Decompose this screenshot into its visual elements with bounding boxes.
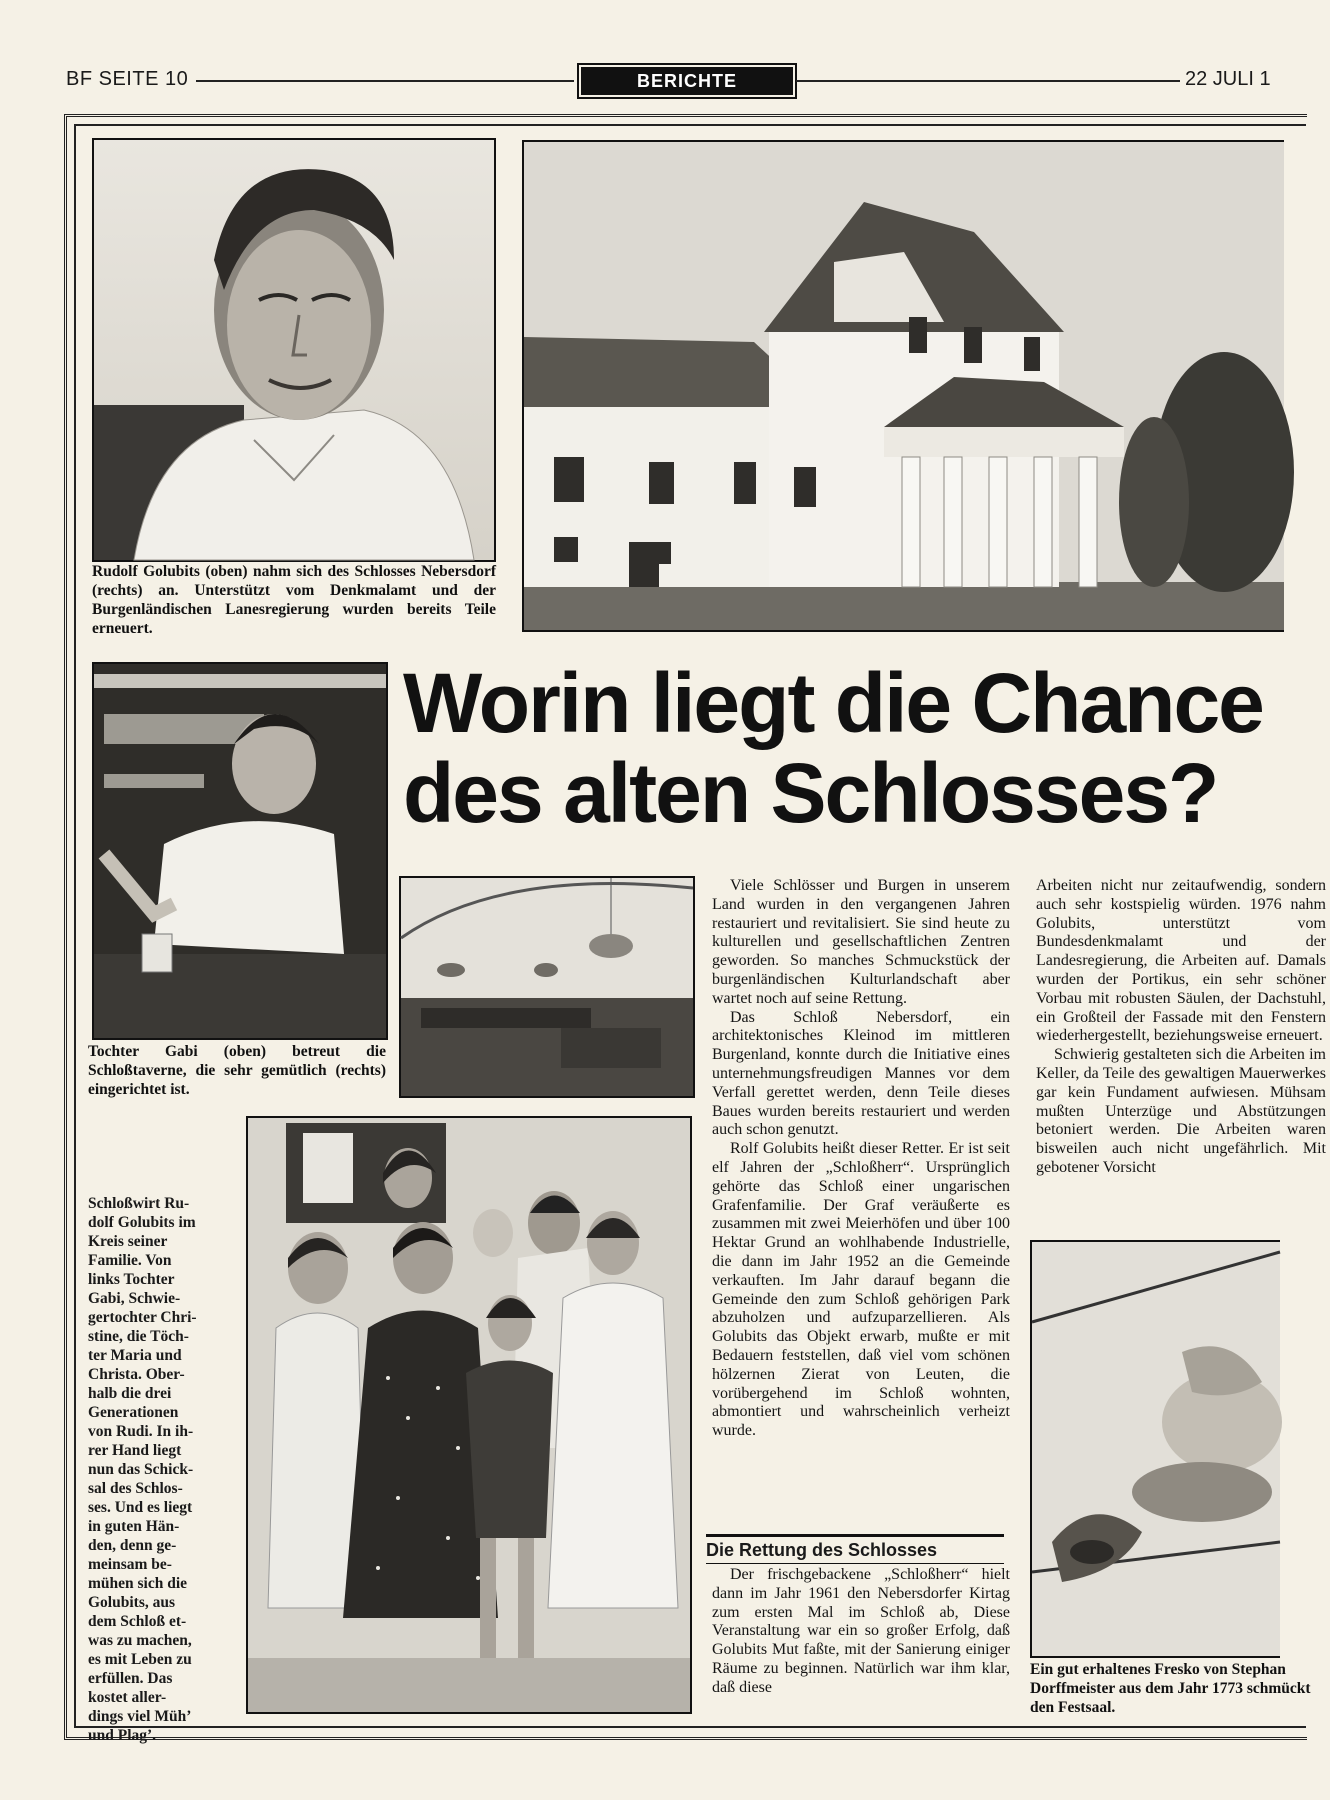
family-caption-line: und Plag’. (88, 1727, 157, 1744)
family-caption-line: kostet aller- (88, 1689, 167, 1706)
family-caption-line: stine, die Töch- (88, 1328, 189, 1345)
article-column-2 (1036, 877, 1326, 1178)
family-caption-line: in guten Hän- (88, 1518, 180, 1535)
family-caption-line: es mit Leben zu (88, 1651, 192, 1668)
portrait-caption: Rudolf Golubits (oben) nahm sich des Schlosses Nebersdorf (rechts) an. Unterstützt vom Denkmalamt und der Burgenländischen Lanesregierung wurden bereits Teile erneuert. (92, 563, 496, 637)
family-caption (88, 1194, 224, 1745)
headline-line-2: des alten Schlosses? (403, 746, 1218, 840)
bar-photo (92, 662, 388, 1040)
family-caption-line: sal des Schlos- (88, 1480, 183, 1497)
tavern-photo (399, 876, 695, 1098)
fresco-photo (1030, 1240, 1280, 1658)
family-caption-line: Golubits, aus (88, 1594, 176, 1611)
family-caption-line: erfüllen. Das (88, 1670, 173, 1687)
header-rule-right (796, 80, 1180, 82)
article-paragraph-5: Arbeiten nicht nur zeitaufwendig, sondern auch sehr kostspielig würden. 1976 nahm Golubits, unterstützt vom Bundesdenkmalamt und der Landesregierung, die Arbeiten auf. Damals wurden der Portikus, ein sehr schöner Vorbau mit robusten Säulen, der Dachstuhl, ein Großteil der Fassade mit den Fenstern wiederhergestellt, beziehungsweise erneuert. (1036, 877, 1326, 1045)
issue-date: 22 JULI 1 (1185, 68, 1271, 90)
family-caption-line: was zu machen, (88, 1632, 192, 1649)
bar-caption: Tochter Gabi (oben) betreut die Schloßtaverne, die sehr gemütlich (rechts) eingerichtet ist. (88, 1043, 386, 1098)
family-caption-line: Kreis seiner (88, 1233, 168, 1250)
article-column-1b (712, 1566, 1010, 1698)
family-caption-line: meinsam be- (88, 1556, 172, 1573)
family-caption-line: Gabi, Schwie- (88, 1290, 181, 1307)
page-number: BF SEITE 10 (66, 68, 189, 90)
family-photo (246, 1116, 692, 1714)
family-caption-line: dolf Golubits im (88, 1214, 196, 1231)
family-caption-line: dings viel Müh’ (88, 1708, 192, 1725)
article-paragraph-3: Rolf Golubits heißt dieser Retter. Er ist seit elf Jahren der „Schloßherr“. Ursprünglich gehörte das Schloß einer ungarischen Grafenfamilie. Der Graf veräußerte es zusammen mit zwei Meierhöfen und über 100 Hektar Grund an wohlhabende Industrielle, die dann im Jahr 1952 an die Gemeinde verkauften. Im Jahr darauf begann die Gemeinde den zum Schloß gehörigen Park abzuholzen und aufzuparzellieren. Als Golubits das Objekt erwarb, mußte er mit Bedauern feststellen, daß viel vom schönen hölzernen Zierat von Leuten, die vorübergehend im Schloß wohnten, abmontiert und wahrscheinlich verheizt wurde. (712, 1140, 1010, 1440)
headline-line-1: Worin liegt die Chance (403, 656, 1263, 750)
family-caption-line: gertochter Chri- (88, 1309, 197, 1326)
family-caption-line: ter Maria und (88, 1347, 182, 1364)
portrait-photo (92, 138, 496, 562)
family-caption-line: ses. Und es liegt (88, 1499, 193, 1516)
family-caption-line: mühen sich die (88, 1575, 188, 1592)
family-caption-line: von Rudi. In ih- (88, 1423, 194, 1440)
subheading: Die Rettung des Schlosses (706, 1534, 1004, 1564)
castle-photo (522, 140, 1284, 632)
family-caption-line: Generationen (88, 1404, 179, 1421)
family-caption-line: Christa. Ober- (88, 1366, 185, 1383)
article-column-2-clip (1036, 877, 1326, 1241)
article-paragraph-1: Viele Schlösser und Burgen in unserem Land wurden in den vergangenen Jahren restauriert und revitalisiert. Sie sind heute zu kulturellen und gesellschaftlichen Zentren geworden. So manches Schmuckstück der burgenländischen Kulturlandschaft aber wartet noch auf seine Rettung. (712, 877, 1010, 1007)
section-label: BERICHTE (577, 63, 797, 99)
article-column-1 (712, 877, 1010, 1441)
family-caption-line: Schloßwirt Ru- (88, 1195, 190, 1212)
article-paragraph-6: Schwierig gestalteten sich die Arbeiten im Keller, da Teile des gewaltigen Mauerwerkes gar kein Fundament aufwiesen. Mühsam mußten Unterzüge und Abstützungen betoniert werden. Die Arbeiten waren bisweilen auch nicht ungefährlich. Mit gebotener Vorsicht (1036, 1046, 1326, 1176)
family-caption-line: dem Schloß et- (88, 1613, 187, 1630)
family-caption-line: rer Hand liegt (88, 1442, 182, 1459)
family-caption-line: Familie. Von (88, 1252, 172, 1269)
article-paragraph-4: Der frischgebackene „Schloßherr“ hielt dann im Jahr 1961 den Nebersdorfer Kirtag zum ersten Mal im Schloß ab, Diese Veranstaltung war ein so großer Erfolg, daß Golubits Mut faßte, mit der Sanierung einiger Räume zu beginnen. Natürlich war ihm klar, daß diese (712, 1566, 1010, 1696)
family-caption-line: links Tochter (88, 1271, 175, 1288)
family-caption-line: halb die drei (88, 1385, 172, 1402)
family-caption-line: den, denn ge- (88, 1537, 177, 1554)
family-caption-line: nun das Schick- (88, 1461, 194, 1478)
fresco-caption (1030, 1660, 1311, 1716)
fresco-caption-text: Ein gut erhaltenes Fresko von Stephan Dorffmeister aus dem Jahr 1773 schmückt den Festsaal. (1030, 1661, 1311, 1716)
header-rule-left (196, 80, 574, 82)
article-paragraph-2: Das Schloß Nebersdorf, ein architektonisches Kleinod im mittleren Burgenland, konnte durch die Initiative eines unternehmungsfreudigen Mannes vor dem Verfall gerettet werden, denn Teile dieses Baues wurden bereits restauriert und werden auch schon genutzt. (712, 1008, 1010, 1139)
